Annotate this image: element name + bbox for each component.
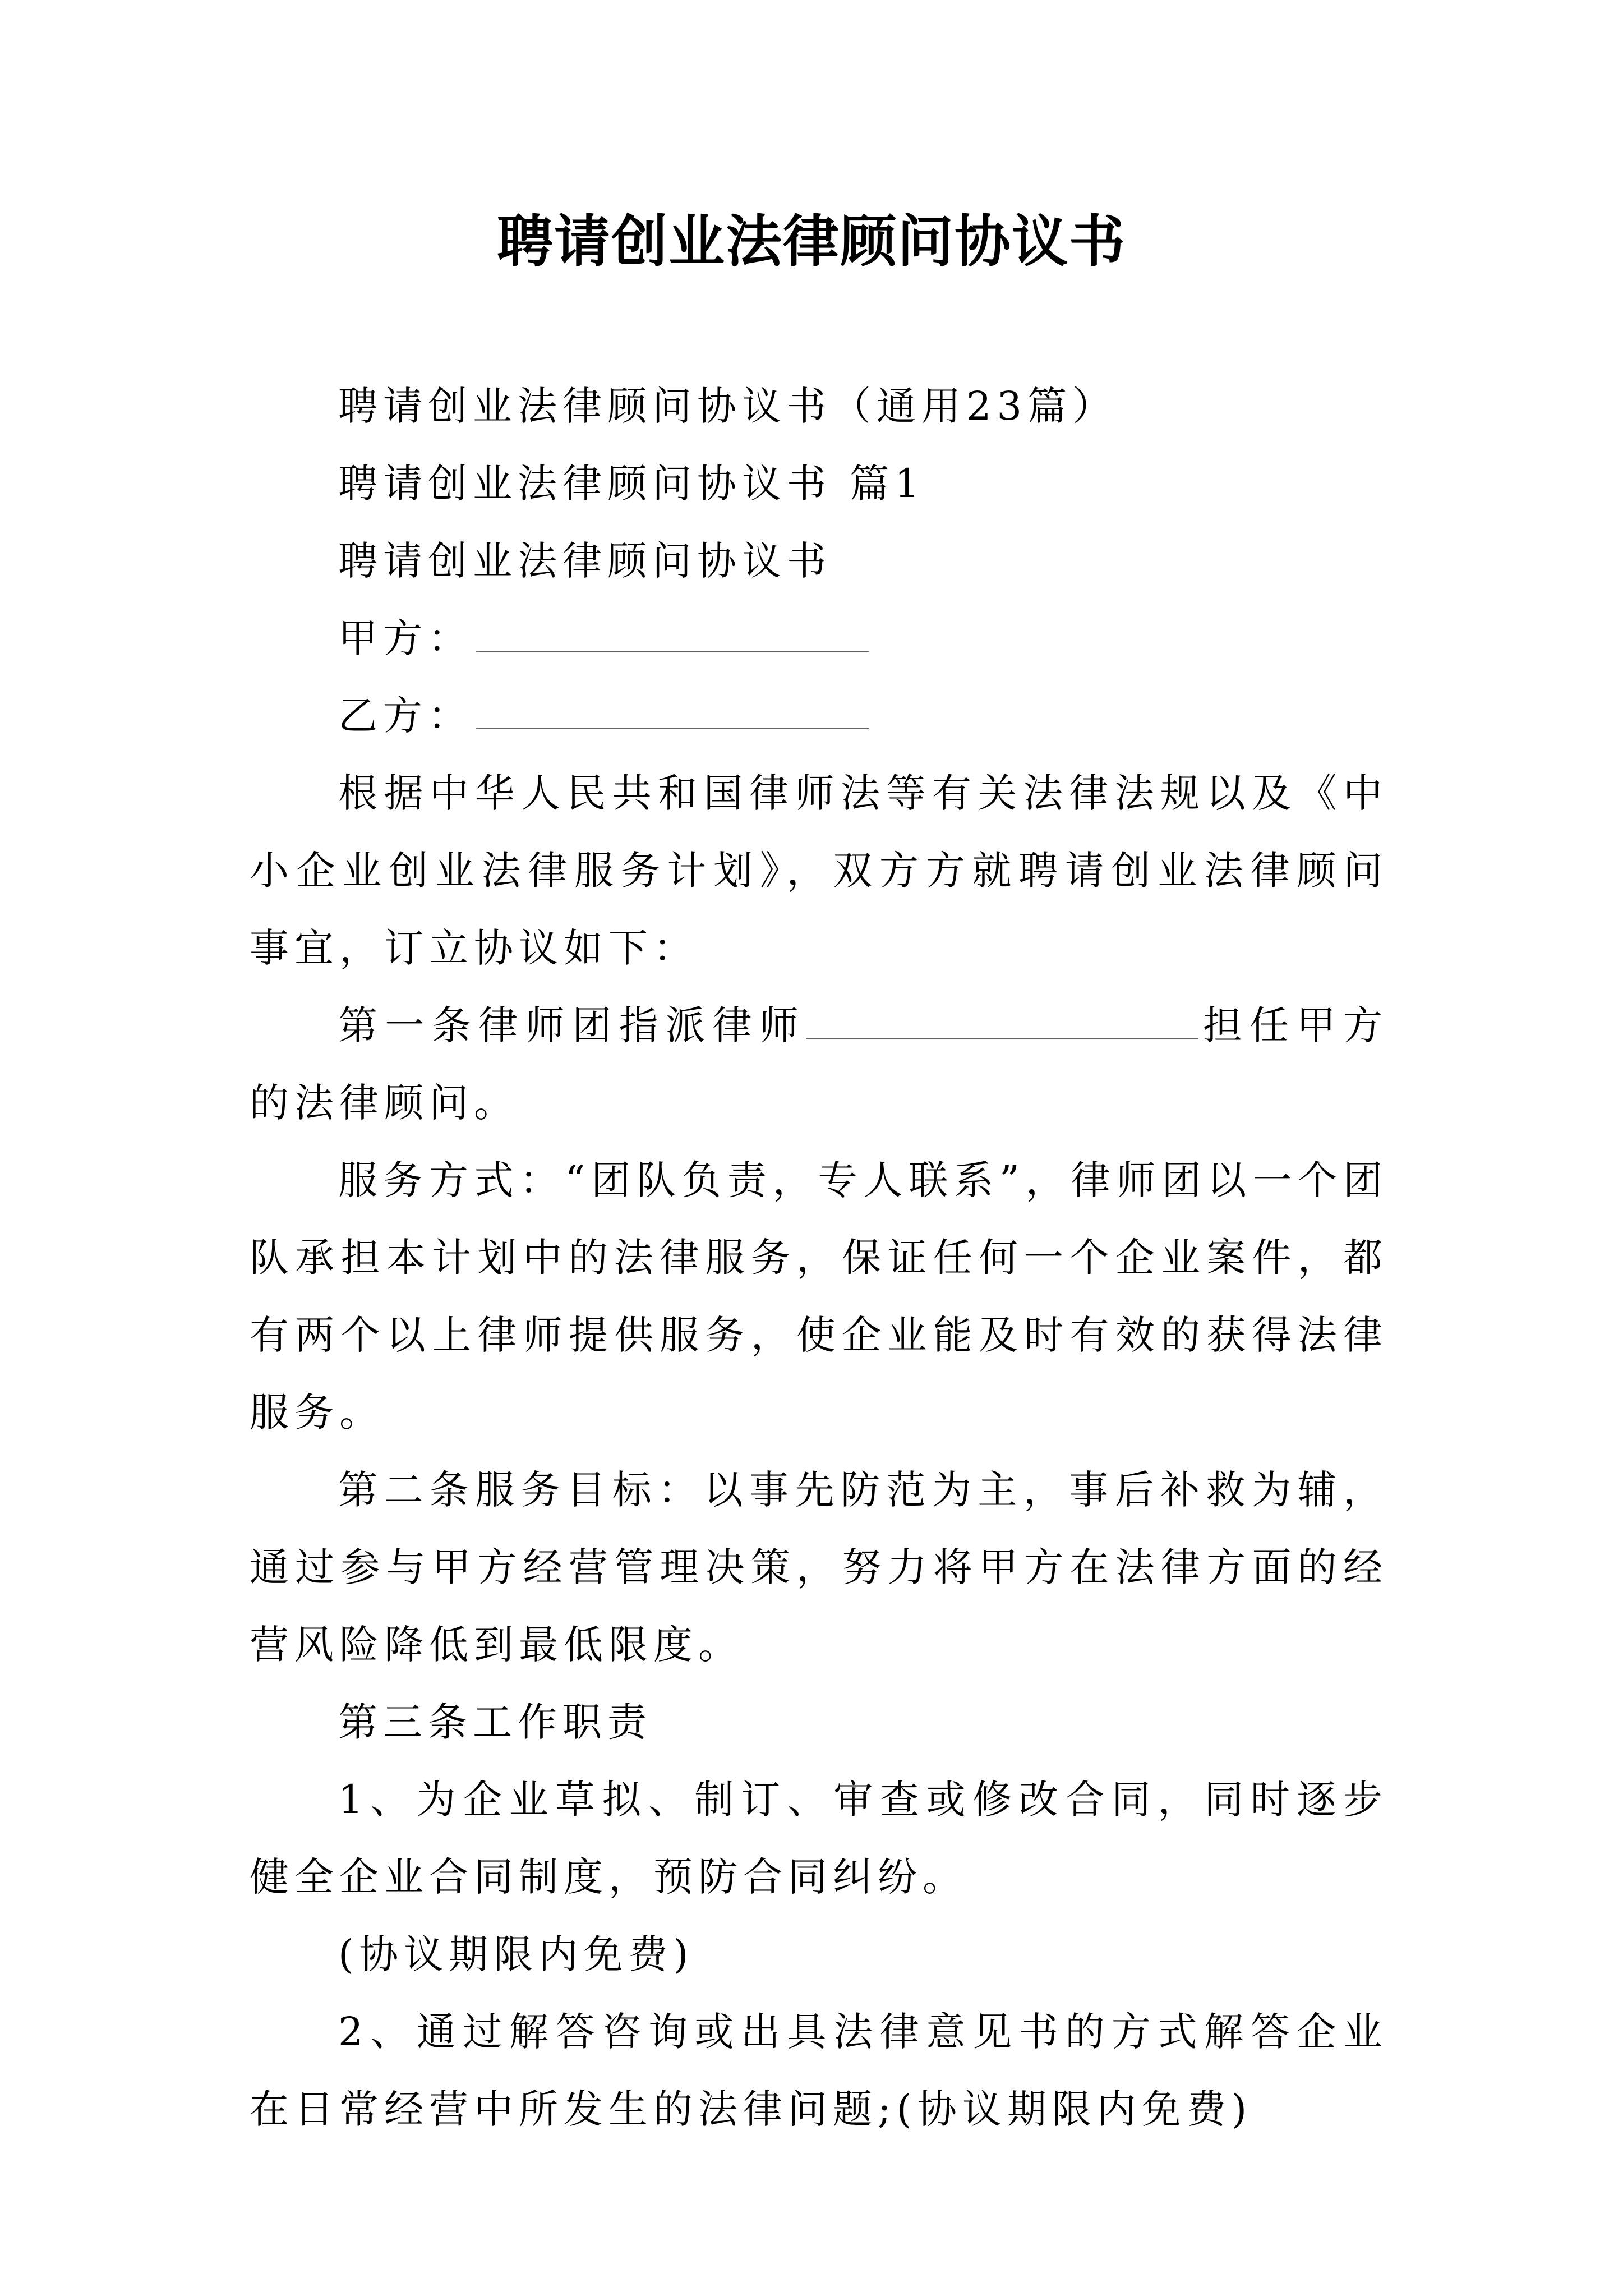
document-title: 聘请创业法律顾问协议书 — [497, 208, 1126, 274]
party-b-blank — [476, 694, 869, 729]
party-a-blank — [476, 617, 869, 652]
paragraph-duty-1-note: (协议期限内免费) — [338, 1931, 694, 1977]
party-a-line — [250, 600, 1388, 677]
paragraph-article-3: 第三条工作职责 — [338, 1699, 652, 1745]
article-1-after: 担任甲方的法律顾问。 — [250, 1002, 1389, 1126]
lawyer-name-blank — [806, 1004, 1198, 1039]
paragraph-duty-2: 2、通过解答咨询或出具法律意见书的方式解答企业在日常经营中所发生的法律问题;(协议期限内免费) — [250, 2009, 1388, 2132]
paragraph-agreement-name: 聘请创业法律顾问协议书 — [338, 538, 832, 584]
party-a-label: 甲方： — [338, 615, 473, 661]
paragraph-service-method: 服务方式：“团队负责，专人联系”，律师团以一个团队承担本计划中的法律服务，保证任何一个企业案件，都有两个以上律师提供服务，使企业能及时有效的获得法律服务。 — [250, 1157, 1388, 1435]
document-body — [250, 367, 1388, 2148]
paragraph-chapter-heading: 聘请创业法律顾问协议书 篇1 — [338, 461, 925, 507]
paragraph-article-2: 第二条服务目标：以事先防范为主，事后补救为辅，通过参与甲方经营管理决策，努力将甲方在法律方面的经营风险降低到最低限度。 — [250, 1467, 1388, 1668]
paragraph-preamble: 根据中华人民共和国律师法等有关法律法规以及《中小企业创业法律服务计划》，双方方就聘请创业法律顾问事宜，订立协议如下： — [250, 770, 1388, 971]
paragraph-duty-1: 1、为企业草拟、制订、审查或修改合同，同时逐步健全企业合同制度，预防合同纠纷。 — [250, 1777, 1388, 1900]
paragraph-article-1 — [250, 987, 1388, 1142]
party-b-label: 乙方： — [338, 693, 473, 739]
party-b-line — [250, 677, 1388, 754]
article-1-before: 第一条律师团指派律师 — [338, 1002, 806, 1048]
paragraph-subtitle: 聘请创业法律顾问协议书（通用23篇） — [338, 383, 1118, 429]
